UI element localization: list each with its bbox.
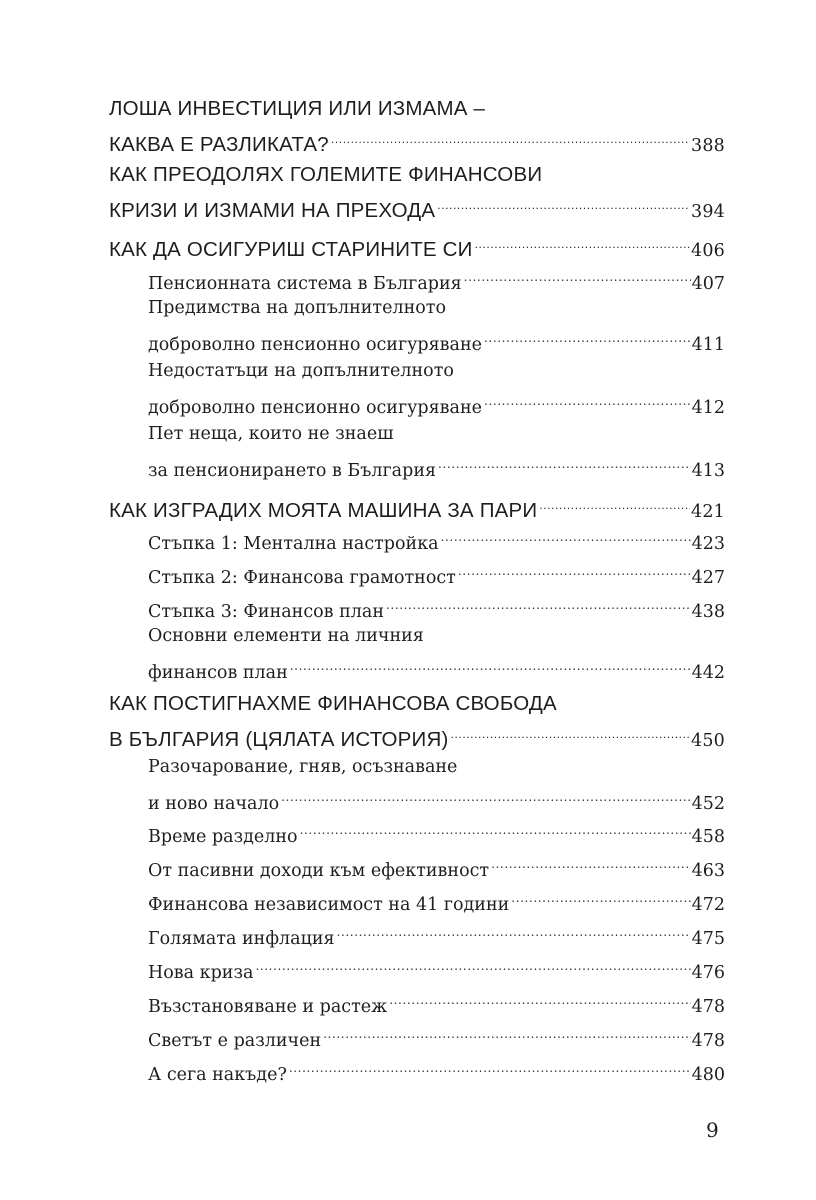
toc-entry-page: 438 bbox=[691, 602, 725, 622]
toc-entry-last-line bbox=[109, 228, 725, 261]
dot-leader bbox=[539, 489, 690, 517]
toc-entry bbox=[109, 228, 725, 261]
toc-entry bbox=[148, 1018, 725, 1051]
toc-entry-page: 472 bbox=[691, 895, 725, 915]
toc-entry-page: 427 bbox=[691, 568, 725, 588]
toc-entry bbox=[109, 161, 725, 222]
toc-entry-title-line: Време разделно bbox=[148, 827, 298, 847]
toc-entry-last-line bbox=[148, 882, 725, 915]
toc-entry-title-line: финансов план bbox=[148, 663, 288, 683]
toc-entry bbox=[148, 814, 725, 847]
dot-leader bbox=[323, 1018, 690, 1046]
toc-entry-last-line bbox=[148, 555, 725, 588]
toc-entry bbox=[148, 294, 725, 355]
toc-entry-title-line: КАК ДА ОСИГУРИШ СТАРИНИТЕ СИ bbox=[109, 238, 473, 261]
toc-entry-title-line: КАК ПРЕОДОЛЯХ ГОЛЕМИТЕ ФИНАНСОВИ bbox=[109, 163, 543, 186]
page-number: 9 bbox=[706, 1118, 719, 1142]
toc-entry-title-line: Финансова независимост на 41 години bbox=[148, 895, 510, 915]
toc-entry-page: 450 bbox=[690, 731, 725, 751]
toc-entry-page: 442 bbox=[691, 663, 725, 683]
toc-entry-last-line bbox=[148, 261, 725, 294]
toc-entry-page: 478 bbox=[691, 1031, 725, 1051]
toc-entry-title-line: КАКВА Е РАЗЛИКАТА? bbox=[109, 133, 329, 156]
toc-entry bbox=[109, 489, 725, 522]
toc-entry bbox=[148, 984, 725, 1017]
toc-entry-page: 413 bbox=[691, 461, 725, 481]
toc-entry-title-line: Голямата инфлация bbox=[148, 929, 335, 949]
toc-entry-title-line: ЛОША ИНВЕСТИЦИЯ ИЛИ ИЗМАМА – bbox=[109, 97, 486, 120]
dot-leader bbox=[337, 916, 691, 944]
toc-entry-title-line: Пет неща, които не знаеш bbox=[148, 424, 394, 444]
toc-entry-last-line bbox=[148, 385, 725, 418]
toc-entry-title-line: КРИЗИ И ИЗМАМИ НА ПРЕХОДА bbox=[109, 199, 436, 222]
toc-entry-last-line bbox=[109, 489, 725, 522]
toc-entry-title-line: Разочарование, гняв, осъзнаване bbox=[148, 757, 458, 777]
toc-entry bbox=[148, 261, 725, 294]
dot-leader bbox=[389, 984, 690, 1012]
toc-entry bbox=[148, 753, 725, 814]
toc-entry bbox=[148, 589, 725, 622]
toc-entry-last-line bbox=[148, 984, 725, 1017]
toc-entry-last-line bbox=[148, 1018, 725, 1051]
toc-entry-last-line bbox=[148, 916, 725, 949]
dot-leader bbox=[289, 1052, 691, 1080]
toc-entry bbox=[148, 521, 725, 554]
toc-entry-title-line: Стъпка 2: Финансова грамотност bbox=[148, 568, 456, 588]
toc-entry-page: 406 bbox=[690, 241, 725, 261]
dot-leader bbox=[484, 322, 691, 350]
toc-entry-title-line: Пенсионната система в България bbox=[148, 274, 462, 294]
toc-entry-last-line bbox=[148, 322, 725, 355]
toc-entry-last-line bbox=[148, 781, 725, 814]
toc-entry bbox=[148, 916, 725, 949]
dot-leader bbox=[290, 650, 691, 678]
toc-entry-page: 480 bbox=[691, 1065, 725, 1085]
toc-entry-page: 388 bbox=[690, 136, 725, 156]
toc-entry-last-line bbox=[148, 814, 725, 847]
dot-leader bbox=[441, 521, 691, 549]
toc-entry-last-line bbox=[109, 189, 725, 222]
toc-entry-title-line: Предимства на допълнителното bbox=[148, 298, 446, 318]
toc-entry-title-line: доброволно пенсионно осигуряване bbox=[148, 398, 482, 418]
toc-entry bbox=[109, 95, 725, 156]
dot-leader bbox=[438, 448, 691, 476]
dot-leader bbox=[451, 718, 690, 746]
toc-entry-title-line: Нова криза bbox=[148, 963, 254, 983]
toc-entry-page: 475 bbox=[691, 929, 725, 949]
toc-entry-title-line: Възстановяване и растеж bbox=[148, 997, 388, 1017]
toc-entry-title-line: за пенсионирането в България bbox=[148, 461, 437, 481]
toc-entry-page: 476 bbox=[691, 963, 725, 983]
dot-leader bbox=[331, 123, 690, 151]
dot-leader bbox=[437, 189, 690, 217]
toc-entry-page: 412 bbox=[691, 398, 725, 418]
toc-entry-title-line: КАК ИЗГРАДИХ МОЯТА МАШИНА ЗА ПАРИ bbox=[109, 499, 538, 522]
dot-leader bbox=[484, 385, 691, 413]
toc-entry-last-line bbox=[148, 448, 725, 481]
toc-entry-last-line bbox=[109, 123, 725, 156]
toc-entry-last-line bbox=[148, 848, 725, 881]
toc-entry-last-line bbox=[148, 589, 725, 622]
toc-entry-last-line bbox=[148, 650, 725, 683]
dot-leader bbox=[491, 848, 691, 876]
toc-entry-title-line: Светът е различен bbox=[148, 1031, 322, 1051]
toc-entry-page: 452 bbox=[691, 794, 725, 814]
toc-entry-title-line: Недостатъци на допълнителното bbox=[148, 361, 454, 381]
toc-entry-last-line bbox=[148, 950, 725, 983]
toc-entry-last-line bbox=[109, 718, 725, 751]
toc-entry bbox=[148, 420, 725, 481]
dot-leader bbox=[281, 781, 690, 809]
toc-entry-page: 458 bbox=[691, 827, 725, 847]
toc-entry bbox=[148, 882, 725, 915]
toc-entry-title-line: и ново начало bbox=[148, 794, 280, 814]
toc-entry-page: 463 bbox=[691, 861, 725, 881]
toc-entry bbox=[148, 357, 725, 418]
dot-leader bbox=[475, 228, 690, 256]
toc-entry-title-line: От пасивни доходи към ефективност bbox=[148, 861, 490, 881]
toc-entry-title-line: А сега накъде? bbox=[148, 1065, 287, 1085]
dot-leader bbox=[464, 261, 691, 289]
toc-entry bbox=[148, 555, 725, 588]
toc-entry-page: 478 bbox=[691, 997, 725, 1017]
toc-entry-page: 411 bbox=[691, 335, 725, 355]
toc-entry-title-line: В БЪЛГАРИЯ (ЦЯЛАТА ИСТОРИЯ) bbox=[109, 728, 449, 751]
toc-entry bbox=[148, 1052, 725, 1085]
toc-entry-title-line: доброволно пенсионно осигуряване bbox=[148, 335, 482, 355]
toc-entry bbox=[148, 950, 725, 983]
toc-entry-title-line: Основни елементи на личния bbox=[148, 626, 424, 646]
dot-leader bbox=[255, 950, 690, 978]
dot-leader bbox=[511, 882, 690, 910]
toc-entry-last-line bbox=[148, 1052, 725, 1085]
toc-entry-page: 421 bbox=[690, 502, 725, 522]
dot-leader bbox=[300, 814, 691, 842]
toc-entry bbox=[148, 622, 725, 683]
dot-leader bbox=[458, 555, 691, 583]
toc-entry-page: 407 bbox=[691, 274, 725, 294]
toc-entry-title-line: Стъпка 1: Ментална настройка bbox=[148, 534, 439, 554]
toc-entry-title-line: Стъпка 3: Финансов план bbox=[148, 602, 384, 622]
toc-entry-title-line: КАК ПОСТИГНАХМЕ ФИНАНСОВА СВОБОДА bbox=[109, 692, 557, 715]
toc-entry bbox=[109, 690, 725, 751]
toc-entry-page: 423 bbox=[691, 534, 725, 554]
toc-entry bbox=[148, 848, 725, 881]
toc-entry-last-line bbox=[148, 521, 725, 554]
toc-entry-page: 394 bbox=[690, 202, 725, 222]
dot-leader bbox=[386, 589, 691, 617]
